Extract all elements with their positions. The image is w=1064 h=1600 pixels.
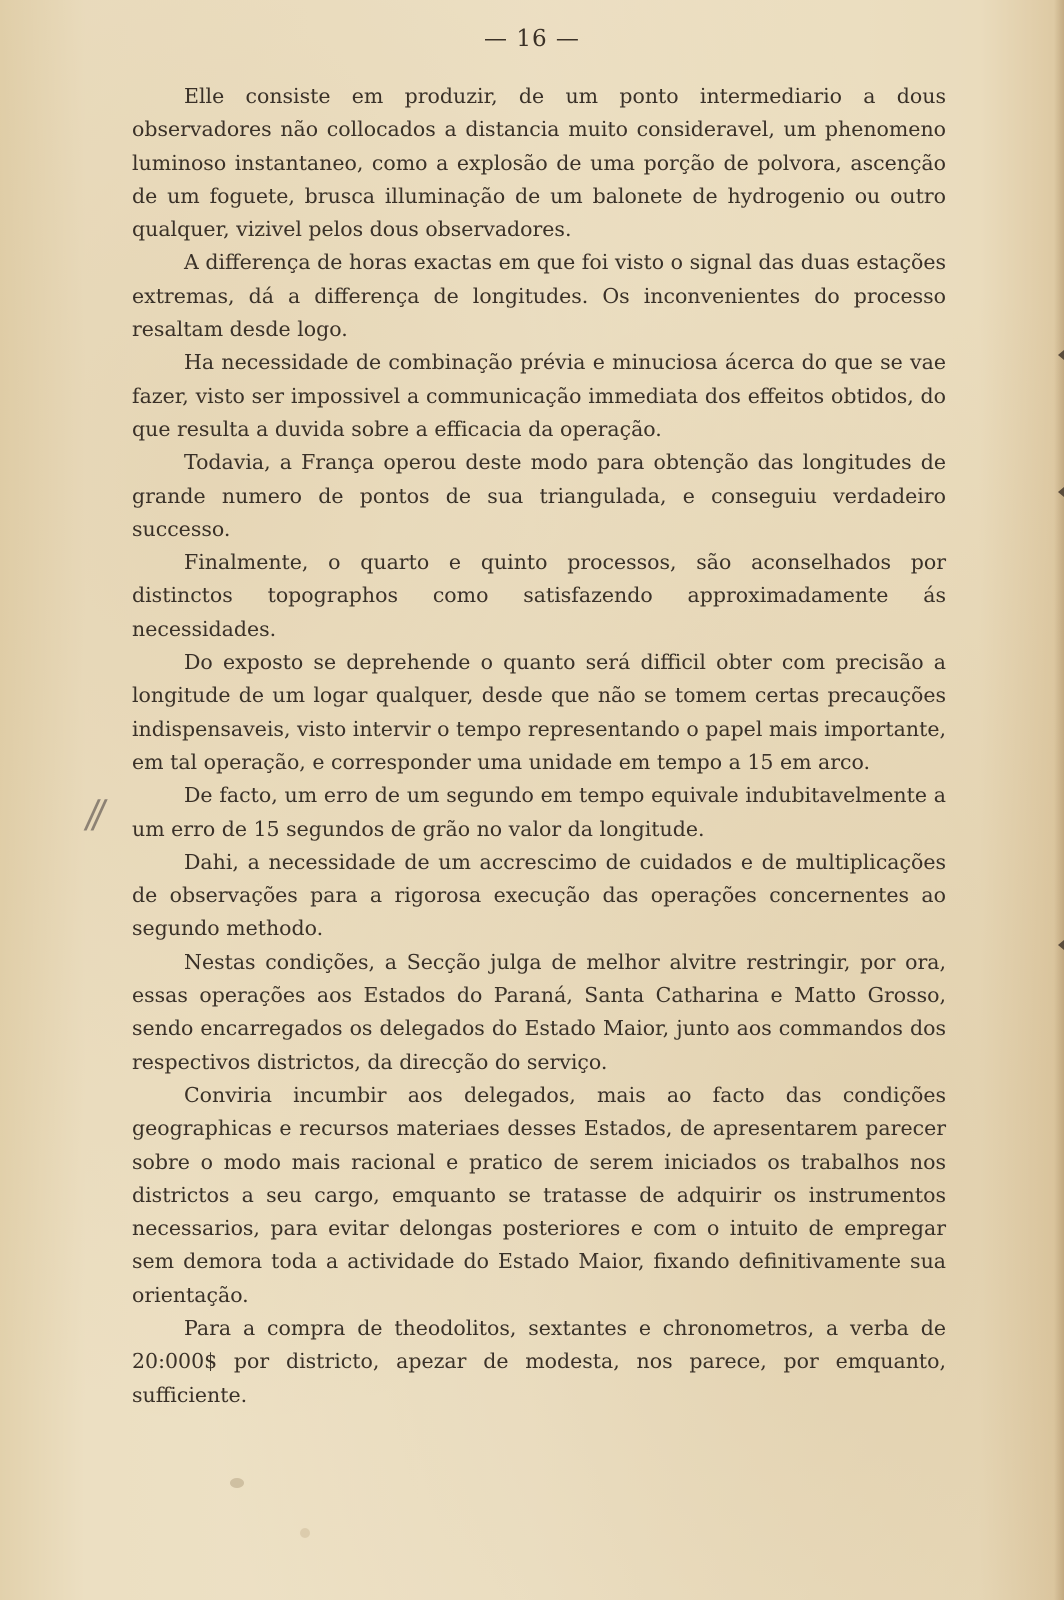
edge-tick-mark	[1058, 350, 1064, 360]
edge-tick-mark	[1058, 940, 1064, 950]
paragraph-9: Nestas condições, a Secção julga de melhor alvitre restringir, por ora, essas operações aos Estados do Paraná, Santa Catharina e Matto Grosso, sendo encarregados os delegados do Estado Maior, junto aos commandos dos respectivos districtos, da direcção do serviço.	[132, 949, 946, 1074]
paragraph-1: Elle consiste em produzir, de um ponto intermediario a dous observadores não collocados a distancia muito consideravel, um phenomeno luminoso instantaneo, como a explosão de uma porção de polvora, ascenção de um foguete, brusca illuminação de um balonete de hydrogenio ou outro qualquer, vizivel pelos dous observadores.	[132, 84, 946, 242]
ink-smudge	[230, 1478, 244, 1488]
page-edge-shadow	[1054, 0, 1064, 1600]
paragraph-10: Conviria incumbir aos delegados, mais ao facto das condições geographicas e recursos materiaes desses Estados, de apresentarem parecer sobre o modo mais racional e pratico de serem iniciados os trabalhos nos districtos a seu cargo, emquanto se tratasse de adquirir os instrumentos necessarios, para evitar delongas posteriores e com o intuito de empregar sem demora toda a actividade do Estado Maior, fixando definitivamente sua orientação.	[132, 1082, 946, 1307]
edge-tick-mark	[1058, 487, 1064, 497]
paragraph-4: Todavia, a França operou deste modo para obtenção das longitudes de grande numero de pontos de sua triangulada, e conseguiu verdadeiro successo.	[132, 450, 946, 541]
paragraph-5: Finalmente, o quarto e quinto processos, são aconselhados por distinctos topographos como satisfazendo approximadamente ás necessidades.	[132, 550, 946, 641]
margin-pencil-mark: //	[82, 792, 103, 836]
paragraph-11: Para a compra de theodolitos, sextantes e chronometros, a verba de 20:000$ por districto, apezar de modesta, nos parece, por emquanto, sufficiente.	[132, 1315, 946, 1407]
paragraph-6: Do exposto se deprehende o quanto será difficil obter com precisão a longitude de um logar qualquer, desde que não se tomem certas precauções indispensaveis, visto intervir o tempo representando o papel mais importante, em tal operação, e corresponder uma unidade em tempo a 15 em arco.	[132, 650, 946, 774]
paper-stain	[300, 1528, 310, 1538]
paragraph-2: A differença de horas exactas em que foi visto o signal das duas estações extremas, dá a differença de longitudes. Os inconvenientes do processo resaltam desde logo.	[132, 250, 946, 342]
paragraph-7: De facto, um erro de um segundo em tempo equivale indubitavelmente a um erro de 15 segundos de grão no valor da longitude.	[132, 783, 946, 841]
page-number: — 16 —	[484, 26, 580, 52]
body-text	[132, 80, 946, 1412]
paragraph-8: Dahi, a necessidade de um accrescimo de cuidados e de multiplicações de observações para a rigorosa execução das operações concernentes ao segundo methodo.	[132, 849, 946, 941]
paragraph-3: Ha necessidade de combinação prévia e minuciosa ácerca do que se vae fazer, visto ser impossivel a communicação immediata dos effeitos obtidos, do que resulta a duvida sobre a efficacia da operação.	[132, 350, 946, 441]
